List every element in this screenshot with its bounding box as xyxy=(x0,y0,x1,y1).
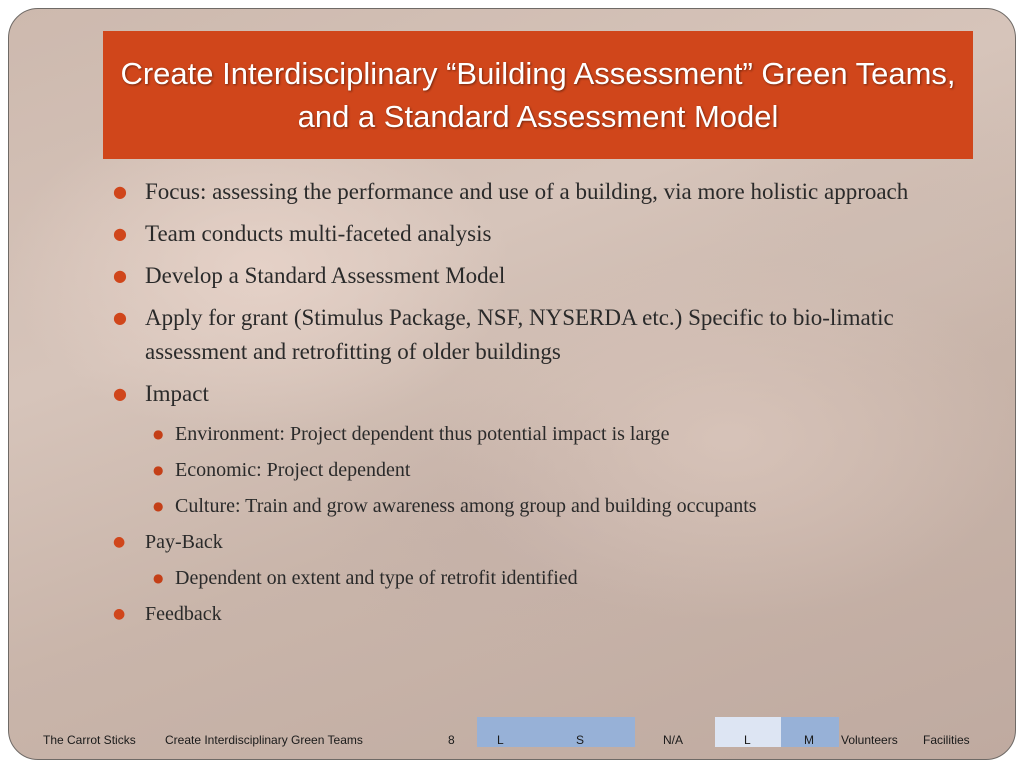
bullet-item xyxy=(113,217,973,251)
bullet-item xyxy=(113,599,973,629)
bullet-text: Feedback xyxy=(145,603,222,625)
bullet-text: Impact xyxy=(145,381,209,406)
footer-rating-3: L xyxy=(744,733,751,747)
bullet-dot-icon: ● xyxy=(113,308,127,327)
sub-bullet-dot-icon: ● xyxy=(153,499,164,513)
bullet-dot-icon: ● xyxy=(113,606,126,622)
bullet-dot-icon: ● xyxy=(113,224,127,243)
bullet-text: Develop a Standard Assessment Model xyxy=(145,263,506,288)
bullet-item xyxy=(113,259,973,293)
footer-rating-4: M xyxy=(804,733,814,747)
slide-title: Create Interdisciplinary “Building Assessment” Green Teams, and a Standard Assessment Model xyxy=(120,56,956,134)
sub-bullet-item xyxy=(113,491,973,521)
bullet-item xyxy=(113,527,973,557)
footer-number: 8 xyxy=(448,733,455,747)
bullet-text: Team conducts multi-faceted analysis xyxy=(145,221,492,246)
bullet-dot-icon: ● xyxy=(113,266,127,285)
footer-dept: Facilities xyxy=(923,733,970,747)
title-box xyxy=(103,31,973,159)
slide xyxy=(8,8,1016,760)
sub-bullet-dot-icon: ● xyxy=(153,427,164,441)
sub-bullet-text: Economic: Project dependent xyxy=(175,459,411,481)
footer-who: Volunteers xyxy=(841,733,898,747)
sub-bullet-item xyxy=(113,563,973,593)
footer-category: The Carrot Sticks xyxy=(43,733,136,747)
footer-rating-1: L xyxy=(497,733,504,747)
sub-bullet-text: Dependent on extent and type of retrofit identified xyxy=(175,567,578,589)
bullet-item xyxy=(113,301,973,369)
footer-na: N/A xyxy=(663,733,684,747)
bullet-item xyxy=(113,377,973,411)
sub-bullet-dot-icon: ● xyxy=(153,463,164,477)
footer-rating-2: S xyxy=(576,733,585,747)
bullet-dot-icon: ● xyxy=(113,534,126,550)
bullet-text: Pay-Back xyxy=(145,531,223,553)
sub-bullet-dot-icon: ● xyxy=(153,571,164,585)
sub-bullet-text: Environment: Project dependent thus potential impact is large xyxy=(175,423,670,445)
footer-topic: Create Interdisciplinary Green Teams xyxy=(165,733,363,747)
sub-bullet-item xyxy=(113,455,973,485)
bullet-dot-icon: ● xyxy=(113,384,127,403)
footer-bar xyxy=(9,717,1015,759)
bullet-list xyxy=(113,175,973,635)
bullet-item xyxy=(113,175,973,209)
bullet-text: Apply for grant (Stimulus Package, NSF, NYSERDA etc.) Specific to bio-limatic assessment and retrofitting of older buildings xyxy=(145,305,894,364)
sub-bullet-item xyxy=(113,419,973,449)
bullet-text: Focus: assessing the performance and use of a building, via more holistic approach xyxy=(145,179,909,204)
bullet-dot-icon: ● xyxy=(113,182,127,201)
sub-bullet-text: Culture: Train and grow awareness among group and building occupants xyxy=(175,495,757,517)
